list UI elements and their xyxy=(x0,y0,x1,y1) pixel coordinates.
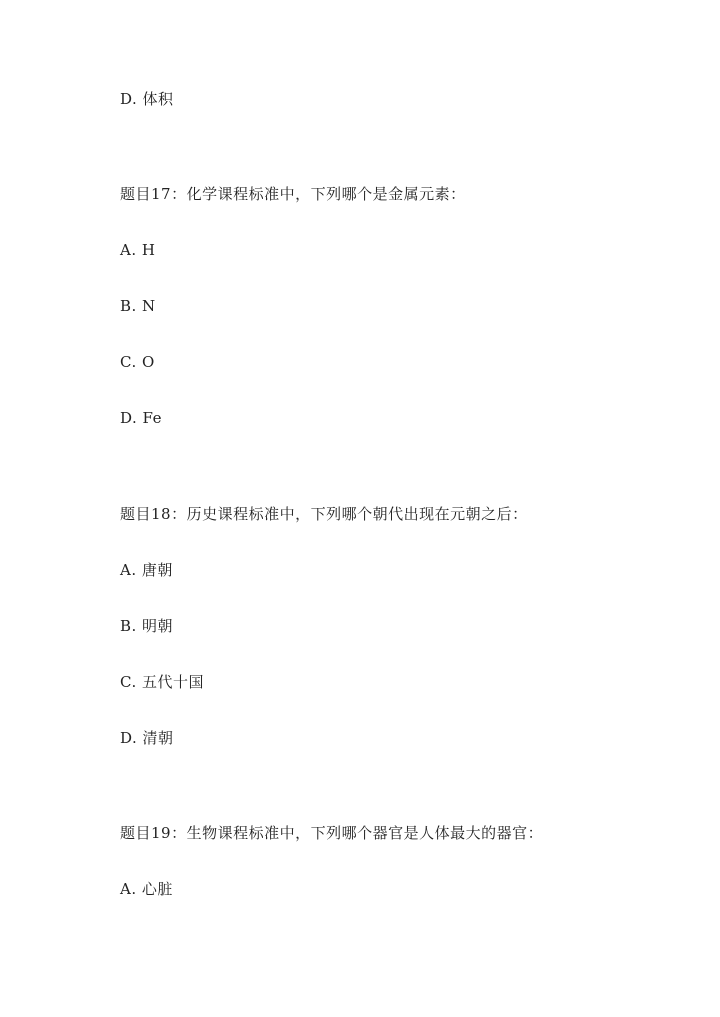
question-19: 题目19：生物课程标准中，下列哪个器官是人体最大的器官： xyxy=(120,824,544,842)
question-17: 题目17：化学课程标准中，下列哪个是金属元素： xyxy=(120,185,466,203)
option-a-q17: A. H xyxy=(120,241,156,259)
option-d-q17: D. Fe xyxy=(120,409,162,427)
option-b-q17: B. N xyxy=(120,297,156,315)
question-18: 题目18：历史课程标准中，下列哪个朝代出现在元朝之后： xyxy=(120,505,528,523)
option-c-q17: C. O xyxy=(120,353,155,371)
option-b-q18: B. 明朝 xyxy=(120,617,174,635)
option-a-q19: A. 心脏 xyxy=(120,880,173,898)
option-d-q18: D. 清朝 xyxy=(120,729,174,747)
option-c-q18: C. 五代十国 xyxy=(120,673,204,691)
option-a-q18: A. 唐朝 xyxy=(120,561,173,579)
option-d-q16: D. 体积 xyxy=(120,90,174,108)
